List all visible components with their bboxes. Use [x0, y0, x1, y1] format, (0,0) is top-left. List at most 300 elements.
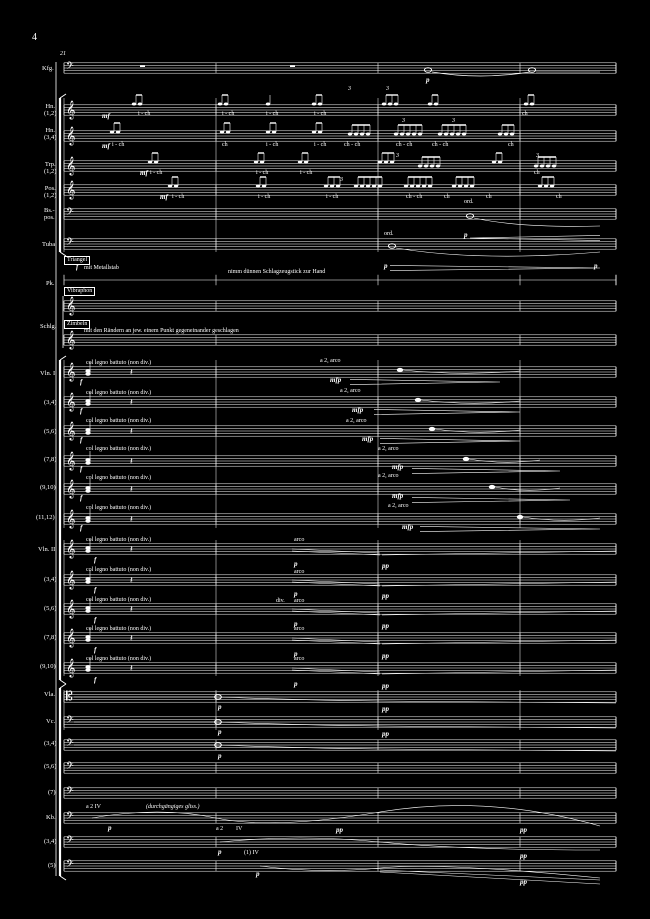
label-tuba: Tuba [42, 241, 56, 248]
label-kb-5: (5) [48, 862, 56, 869]
clef-icon: 𝄞 [66, 570, 76, 589]
brass-note [224, 103, 228, 106]
clef-icon: 𝄞 [66, 362, 76, 381]
dyn-mfp-3: mfp [362, 435, 374, 443]
label-vln1-34: (3,4) [44, 399, 57, 406]
clef-icon: 𝄞 [66, 296, 76, 315]
col-legno-7: col legno battuto (non div.) [86, 537, 152, 543]
dyn-vln2-f2: f [94, 586, 97, 594]
syl-pos-7: ch [556, 194, 562, 200]
brass-note [266, 131, 270, 134]
dyn-kb5-pp: pp [520, 878, 527, 886]
dyn-vln2-pp5: pp [382, 682, 389, 690]
syl-pos-2: i - ch [258, 194, 271, 200]
clef-icon: 𝄞 [66, 126, 76, 145]
dyn-vln2-p2: p [294, 590, 298, 598]
iv-mark: IV [236, 826, 243, 832]
brass-note [348, 133, 352, 136]
label-vc-34: (3,4) [44, 740, 57, 747]
clef-icon: 𝄞 [66, 599, 76, 618]
zimbeln-text: mit den Rändern an jew. einem Punkt gegeneinander geschlagen [84, 328, 239, 334]
rest-icon: 𝄽 [130, 634, 133, 644]
dyn-vln2-p3: p [294, 620, 298, 628]
syl-hn12-2: i - ch [222, 111, 235, 117]
hairpin [380, 438, 520, 443]
clef-icon: 𝄞 [66, 539, 76, 558]
brass-note [428, 185, 432, 188]
brass-note [318, 131, 322, 134]
dyn-pk-f: f [76, 263, 79, 271]
col-legno-2: col legno battuto (non div.) [86, 390, 152, 396]
syl-hn12-3: i - ch [266, 111, 279, 117]
brass-note [168, 185, 172, 188]
gliss [469, 459, 540, 462]
clef-icon: 𝄞 [66, 451, 76, 470]
brass-note [372, 185, 376, 188]
a2-iv: a 2 IV [86, 804, 101, 810]
brass-note [360, 185, 364, 188]
brass-note [254, 161, 258, 164]
syl-hn34-6: ch - ch [396, 142, 413, 148]
gliss [216, 722, 380, 726]
clef-icon: 𝄞 [66, 628, 76, 647]
brass-note [360, 133, 364, 136]
hairpin [470, 235, 600, 240]
syl-hn34-1: i - ch [112, 142, 125, 148]
col-legno-5: col legno battuto (non div.) [86, 475, 152, 481]
triangel-box: Triangel [64, 256, 90, 265]
syl-hn12-1: i - ch [138, 111, 151, 117]
dyn-kb34-p: p [218, 848, 222, 856]
brass-note [298, 161, 302, 164]
label-vc: Vc. [46, 718, 56, 725]
brass-note [226, 131, 230, 134]
brass-note [174, 185, 178, 188]
brass-note [148, 161, 152, 164]
label-hn34: Hn. (3,4) [44, 127, 57, 141]
label-schlg: Schlg. [40, 323, 57, 330]
syl-trp-4: ch [534, 170, 540, 176]
brass-note [318, 103, 322, 106]
dyn-mfp-6: mfp [402, 523, 414, 531]
dyn-mfp-2: mfp [352, 406, 364, 414]
brass-note [498, 161, 502, 164]
col-legno-4: col legno battuto (non div.) [86, 446, 152, 452]
dyn-kb34-pp: pp [520, 852, 527, 860]
dyn-vc-pp: pp [382, 730, 389, 738]
brass-note [266, 103, 270, 106]
gliss [292, 580, 380, 584]
gliss [495, 487, 560, 490]
brass-note [324, 185, 328, 188]
clef-icon: 𝄞 [66, 479, 76, 498]
tuplet-3-b: 3 [386, 86, 389, 92]
syl-pos-5: ch [444, 194, 450, 200]
label-hn12: Hn. (1,2) [44, 103, 57, 117]
syl-hn34-5: ch - ch [344, 142, 361, 148]
gliss [216, 697, 380, 701]
gliss [292, 638, 380, 642]
brass-note [336, 185, 340, 188]
low-strings-bracket-bottom [60, 876, 66, 880]
dyn-vln2-f1: f [94, 556, 97, 564]
label-vln1-910: (9,10) [40, 484, 56, 491]
dyn-vln2-f5: f [94, 676, 97, 684]
dyn-vln1-f4: f [80, 465, 83, 473]
durchgangig-gliss: (durchgängiges gliss.) [146, 804, 200, 810]
col-legno-3: col legno battuto (non div.) [86, 418, 152, 424]
dyn-kb-p: p [108, 824, 112, 832]
a2-arco-3: a 2, arco [346, 418, 367, 424]
dyn-vln1-f3: f [80, 436, 83, 444]
a2-mark: a 2 [216, 826, 224, 832]
label-vln2-56: (5,6) [44, 605, 57, 612]
kb-gliss [260, 866, 600, 878]
brass-note [354, 185, 358, 188]
brass-note [378, 161, 382, 164]
dyn-hn-mf-2: mf [102, 142, 110, 150]
brass-note [312, 103, 316, 106]
dyn-vln2-p5: p [294, 680, 298, 688]
page-number: 4 [32, 32, 37, 43]
dyn-vln2-pp1: pp [382, 562, 389, 570]
syl-trp-3: i - ch [300, 170, 313, 176]
dyn-kb5-p: p [256, 870, 260, 878]
vln-note [397, 368, 403, 372]
label-vc-7: (7) [48, 789, 56, 796]
brass-note [422, 185, 426, 188]
clef-icon: 𝄞 [66, 392, 76, 411]
syl-hn12-5: ch [522, 111, 528, 117]
ord-tuba: ord. [384, 231, 394, 237]
clef-icon: 𝄞 [66, 330, 76, 349]
clef-icon: 𝄢 [66, 810, 74, 824]
gliss [292, 668, 380, 672]
label-kb: Kb. [46, 814, 56, 821]
brass-note [110, 131, 114, 134]
dyn-mfp-1: mfp [330, 376, 342, 384]
syl-hn34-2: ch [222, 142, 228, 148]
tuplet-3-g: 3 [340, 177, 343, 183]
brass-note [470, 185, 474, 188]
brass-note [418, 165, 422, 168]
note-head [528, 68, 535, 73]
dyn-vln1-f2: f [80, 407, 83, 415]
brass-note [218, 103, 222, 106]
arco-1: arco [294, 537, 305, 543]
dyn-mfp-5: mfp [392, 492, 404, 500]
ord-bspos: ord. [464, 199, 474, 205]
brass-note [394, 103, 398, 106]
bar-number: 21 [60, 51, 66, 57]
syl-hn34-4: i - ch [314, 142, 327, 148]
brass-note [154, 161, 158, 164]
zimbeln-box: Zimbeln [64, 320, 90, 329]
col-legno-6: col legno battuto (non div.) [86, 505, 152, 511]
brass-note [430, 165, 434, 168]
brass-note [452, 185, 456, 188]
label-kb-34: (3,4) [44, 838, 57, 845]
tuplet-3-e: 3 [396, 153, 399, 159]
brass-note [220, 131, 224, 134]
syl-hn34-3: i - ch [266, 142, 279, 148]
brass-note [462, 133, 466, 136]
dyn-vln2-p1: p [294, 560, 298, 568]
arco-3: arco [294, 598, 305, 604]
tuplet-3-d: 3 [452, 118, 455, 124]
clef-icon: 𝄞 [66, 156, 76, 175]
vln-note [415, 398, 421, 402]
brass-note [428, 103, 432, 106]
arco-4: arco [294, 626, 305, 632]
label-trp: Trp. (1,2) [44, 161, 57, 175]
col-legno-1: col legno battuto (non div.) [86, 360, 152, 366]
hairpin [412, 497, 570, 502]
hairpin [350, 379, 500, 384]
dyn-vln2-pp4: pp [382, 652, 389, 660]
rest-icon: 𝄽 [130, 368, 133, 378]
brass-note [498, 133, 502, 136]
label-pk: Pk. [46, 280, 55, 287]
clef-icon: 𝄞 [66, 658, 76, 677]
rest-icon: 𝄽 [130, 457, 133, 467]
rest-icon [140, 65, 145, 67]
dyn-kb-pp: pp [336, 826, 343, 834]
syl-hn34-8: ch [508, 142, 514, 148]
a2-arco-2: a 2, arco [340, 388, 361, 394]
rest-icon: 𝄽 [130, 605, 133, 615]
label-vln2-34: (3,4) [44, 576, 57, 583]
brass-note [366, 133, 370, 136]
clef-icon: 𝄞 [66, 509, 76, 528]
brass-note [534, 165, 538, 168]
brass-note [450, 133, 454, 136]
brass-note [540, 165, 544, 168]
gliss [292, 609, 380, 613]
brass-note [272, 131, 276, 134]
dyn-vln2-f3: f [94, 616, 97, 624]
tie [432, 72, 530, 76]
note-head [388, 244, 395, 249]
dyn-kb-pp2: pp [520, 826, 527, 834]
brass-note [434, 103, 438, 106]
dyn-vln1-f1: f [80, 378, 83, 386]
brass-note [444, 133, 448, 136]
mit-metallstab: mit Metallstab [84, 265, 119, 271]
brass-note [544, 185, 548, 188]
rest-icon [290, 65, 295, 67]
brass-note [464, 185, 468, 188]
clef-icon: 𝄞 [66, 421, 76, 440]
a2-arco-6: a 2, arco [388, 503, 409, 509]
rest-icon: 𝄽 [130, 485, 133, 495]
gliss [403, 370, 520, 373]
brass-note [504, 133, 508, 136]
hairpin [390, 265, 600, 270]
brass-note [384, 161, 388, 164]
note-head [424, 68, 431, 73]
brass-note [458, 185, 462, 188]
brass-note [416, 185, 420, 188]
kb-gliss [220, 838, 600, 850]
kb-gliss [380, 872, 600, 884]
brass-note [510, 133, 514, 136]
brass-note [366, 185, 370, 188]
brass-note [436, 165, 440, 168]
brass-note [438, 133, 442, 136]
arco-2: arco [294, 569, 305, 575]
dyn-vln1-f6: f [80, 524, 83, 532]
violin-bracket-top [60, 356, 66, 360]
syl-trp-1: i - ch [150, 170, 163, 176]
vln-note [429, 427, 435, 431]
col-legno-8: col legno battuto (non div.) [86, 567, 152, 573]
dyn-vla-pp: pp [382, 705, 389, 713]
gliss [421, 400, 520, 403]
brass-note [400, 133, 404, 136]
dyn-bspos-p: p [464, 231, 468, 239]
tuplet-3-c: 3 [402, 118, 405, 124]
dyn-vln2-p4: p [294, 650, 298, 658]
clef-icon: 𝄡 [66, 689, 73, 703]
brass-note [138, 103, 142, 106]
brass-note [312, 131, 316, 134]
brass-note [550, 185, 554, 188]
brass-note [354, 133, 358, 136]
dyn-trp-mf: mf [140, 169, 148, 177]
label-vla: Vla. [44, 691, 56, 698]
brass-note [260, 161, 264, 164]
clef-icon: 𝄢 [66, 60, 74, 74]
one-iv-mark: (1) IV [244, 850, 259, 856]
brass-bracket-top [60, 94, 66, 98]
gliss [523, 517, 600, 520]
dyn-pos-mf: mf [160, 193, 168, 201]
syl-pos-4: ch - ch [406, 194, 423, 200]
syl-trp-2: i - ch [256, 170, 269, 176]
label-bspos: Bs.- pos. [44, 207, 55, 221]
vibraphon-box: Vibraphon [64, 287, 95, 296]
dyn-vln2-f4: f [94, 646, 97, 654]
a2-arco-5: a 2, arco [378, 473, 399, 479]
brass-note [538, 185, 542, 188]
brass-note [132, 103, 136, 106]
a2-arco-4: a 2, arco [378, 446, 399, 452]
vln-note [517, 515, 523, 519]
clef-icon: 𝄞 [66, 180, 76, 199]
col-legno-11: col legno battuto (non div.) [86, 656, 152, 662]
dyn-tuba-p2: p [594, 262, 598, 270]
gliss [292, 549, 380, 553]
dyn-kfg-p: p [426, 76, 430, 84]
label-vln2: Vln. II [38, 546, 56, 553]
note-head [466, 214, 473, 219]
label-vln1-78: (7,8) [44, 456, 57, 463]
clef-icon: 𝄞 [66, 100, 76, 119]
clef-icon: 𝄢 [66, 236, 74, 250]
syl-hn12-4: i - ch [314, 111, 327, 117]
dyn-hn-mf-1: mf [102, 112, 110, 120]
brass-note [388, 103, 392, 106]
schlagzeugstick-text: nimm dünnen Schlagzeugstick zur Hand [228, 269, 326, 275]
clef-icon: 𝄢 [66, 858, 74, 872]
a2-arco-1: a 2, arco [320, 358, 341, 364]
rest-icon: 𝄽 [130, 545, 133, 555]
brass-note [524, 103, 528, 106]
low-strings-bracket-top [60, 684, 66, 688]
label-pos: Pos. (1,2) [44, 185, 57, 199]
label-vc-56: (5,6) [44, 763, 57, 770]
brass-note [406, 133, 410, 136]
label-vln1-56: (5,6) [44, 428, 57, 435]
brass-note [530, 103, 534, 106]
brass-note [304, 161, 308, 164]
dyn-vln2-pp2: pp [382, 592, 389, 600]
hairpin [412, 468, 560, 473]
brass-note [410, 185, 414, 188]
syl-pos-6: ch [486, 194, 492, 200]
rest-icon: 𝄽 [130, 664, 133, 674]
syl-pos-3: i - ch [326, 194, 339, 200]
brass-note [116, 131, 120, 134]
dyn-vln1-f5: f [80, 494, 83, 502]
rest-icon: 𝄽 [130, 515, 133, 525]
tuplet-3-a: 3 [348, 86, 351, 92]
clef-icon: 𝄢 [66, 714, 74, 728]
brass-note [262, 185, 266, 188]
dyn-mfp-4: mfp [392, 463, 404, 471]
clef-icon: 𝄢 [66, 760, 74, 774]
brass-note [418, 133, 422, 136]
dyn-vc-p: p [218, 728, 222, 736]
clef-icon: 𝄢 [66, 834, 74, 848]
rest-icon: 𝄽 [130, 576, 133, 586]
dyn-vla-p: p [218, 703, 222, 711]
brass-note [424, 165, 428, 168]
col-legno-10: col legno battuto (non div.) [86, 626, 152, 632]
rest-icon: 𝄽 [130, 398, 133, 408]
brass-note [404, 185, 408, 188]
brass-note [492, 161, 496, 164]
brass-note [456, 133, 460, 136]
tuplet-3-f: 3 [536, 153, 539, 159]
brass-note [394, 133, 398, 136]
syl-pos-1: i - ch [172, 194, 185, 200]
clef-icon: 𝄢 [66, 737, 74, 751]
brass-note [546, 165, 550, 168]
brass-note [330, 185, 334, 188]
col-legno-9: col legno battuto (non div.) [86, 597, 152, 603]
arco-5: arco [294, 656, 305, 662]
label-vln1: Vln. I [40, 370, 56, 377]
label-vln2-78: (7,8) [44, 634, 57, 641]
brass-note [382, 103, 386, 106]
vln-note [489, 485, 495, 489]
label-kfg: Kfg. [42, 65, 54, 72]
clef-icon: 𝄢 [66, 785, 74, 799]
syl-hn34-7: ch - ch [432, 142, 449, 148]
brass-note [390, 161, 394, 164]
clef-icon: 𝄢 [66, 206, 74, 220]
dyn-vc34-p: p [218, 752, 222, 760]
label-vln2-910: (9,10) [40, 663, 56, 670]
vln-note [463, 457, 469, 461]
div-mark: div. [276, 598, 285, 604]
brass-note [412, 133, 416, 136]
dyn-tuba-p: p [384, 262, 388, 270]
dyn-vln2-pp3: pp [382, 622, 389, 630]
brass-note [552, 165, 556, 168]
